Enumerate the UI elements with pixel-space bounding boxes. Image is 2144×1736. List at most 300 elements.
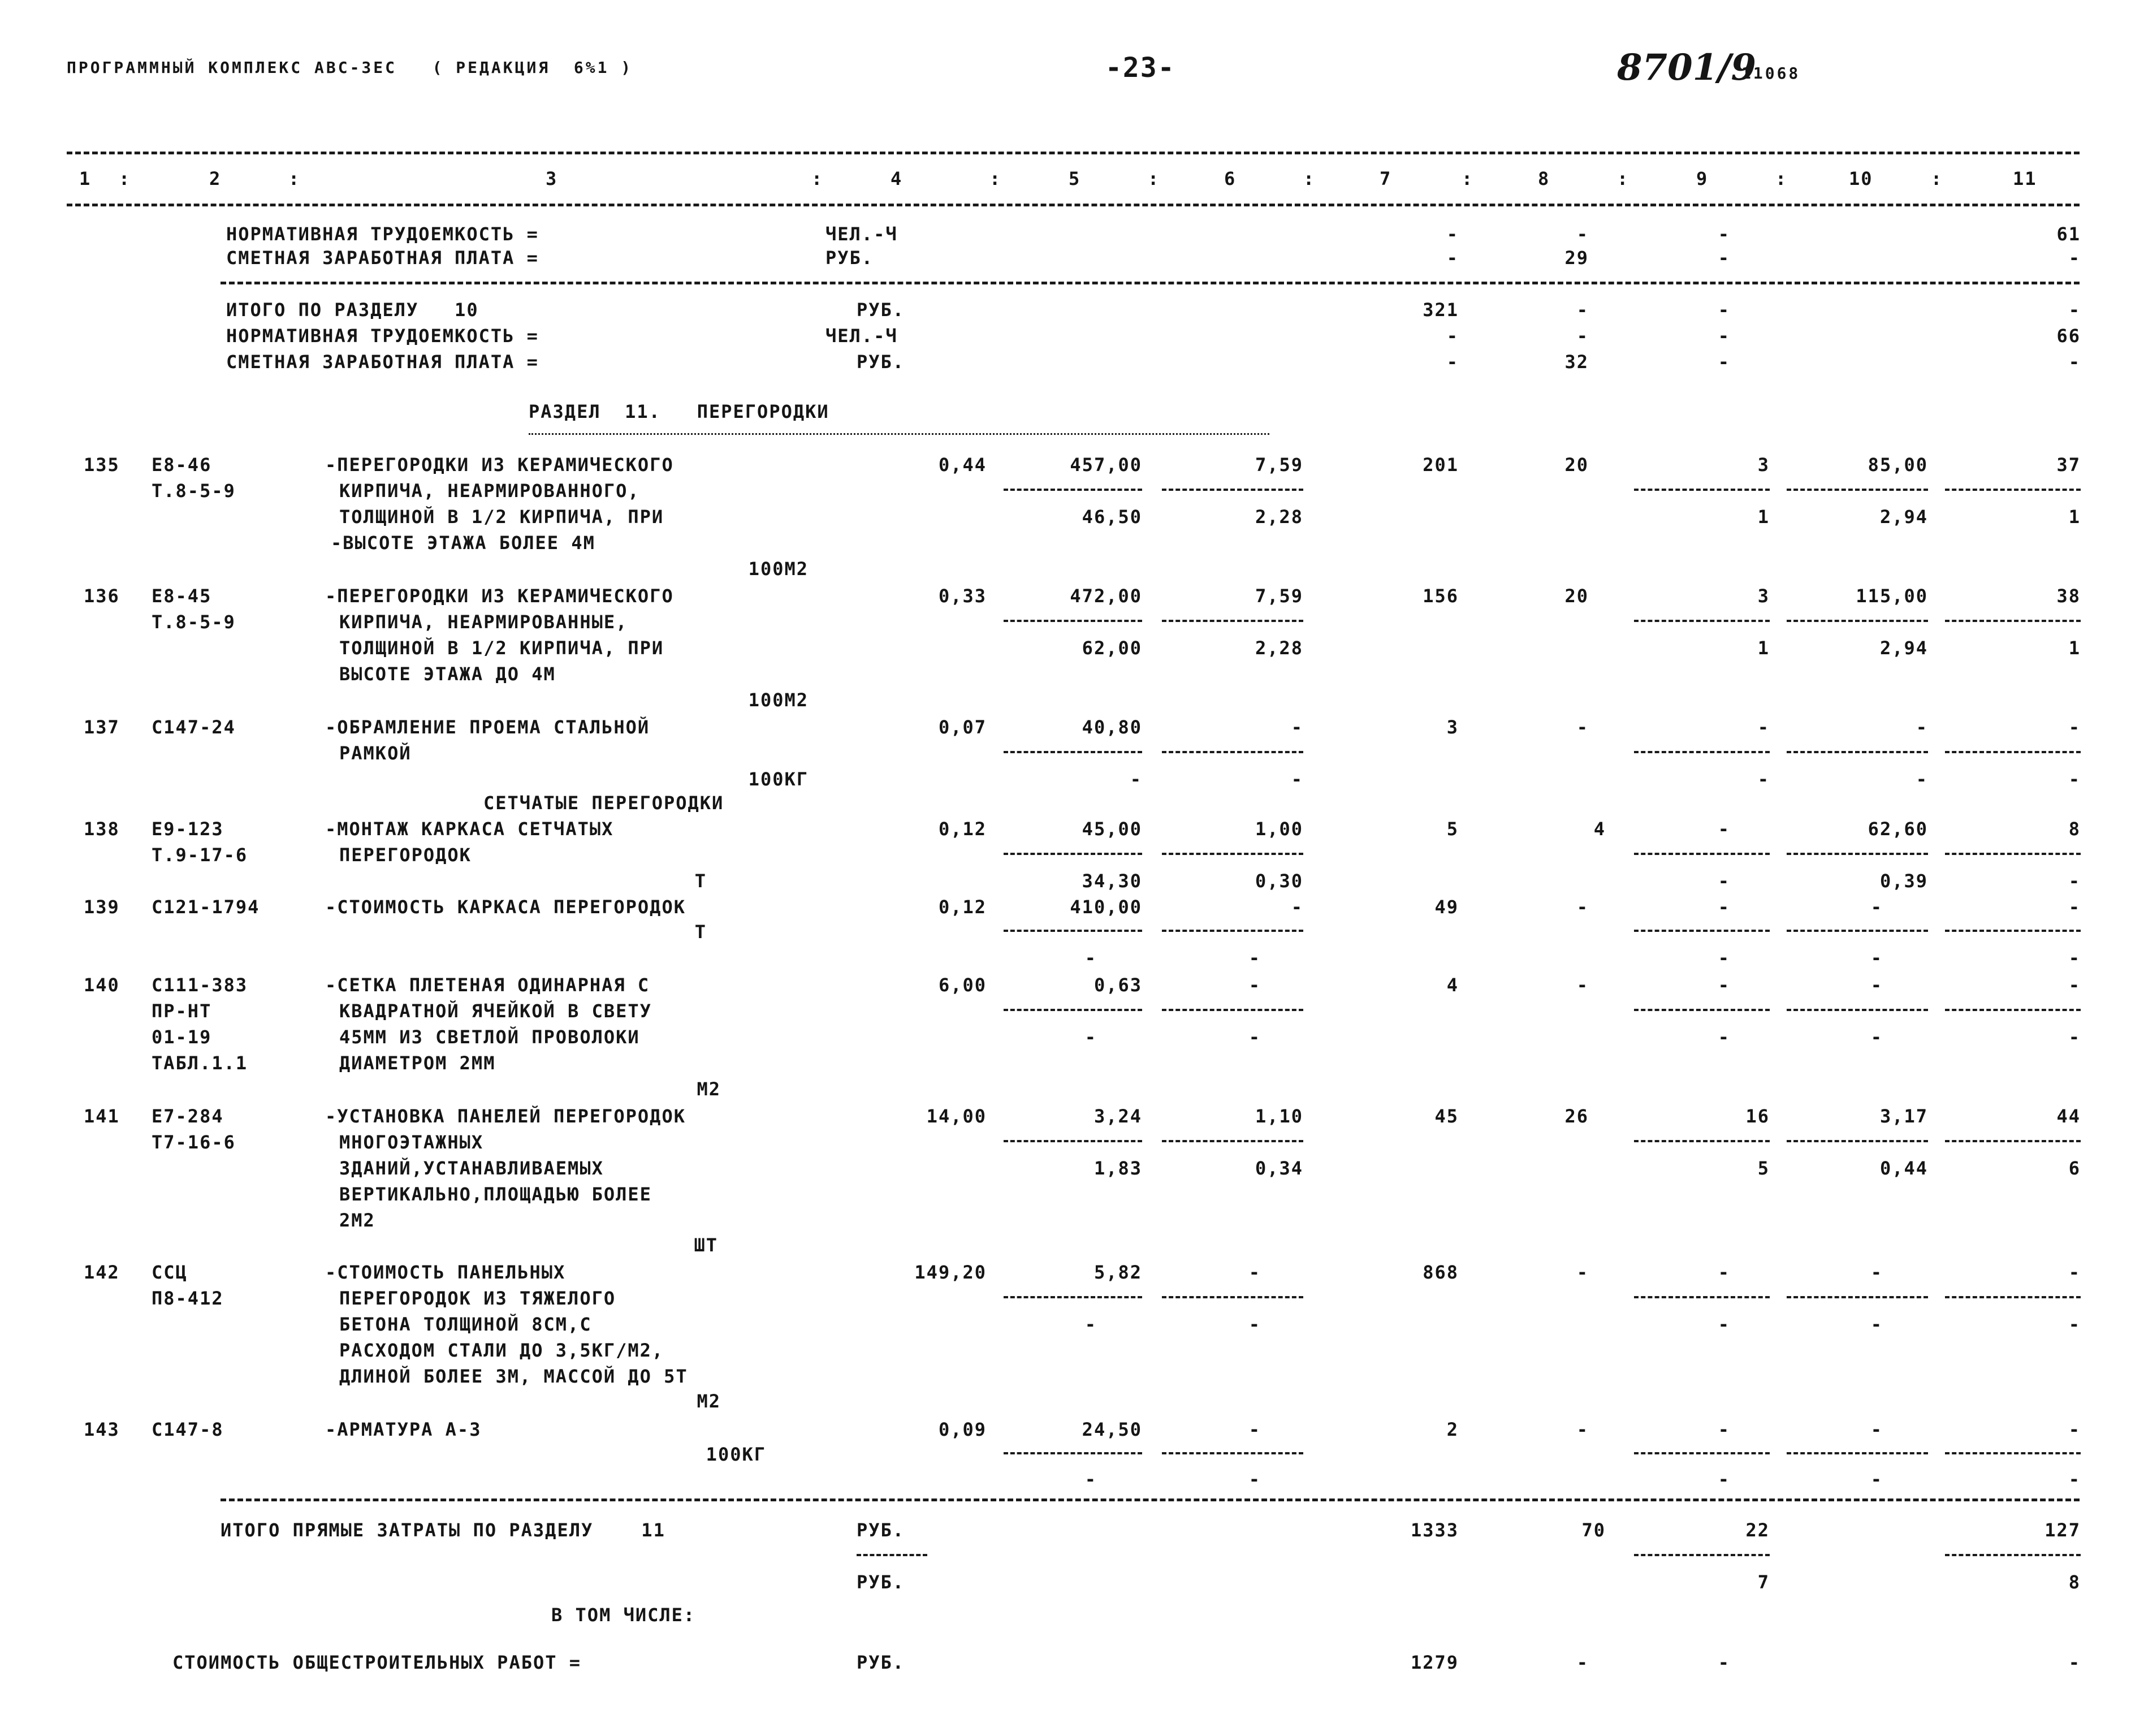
- cell-divider: [1945, 1554, 2081, 1556]
- row-unit: 100М2: [748, 689, 809, 711]
- cell-c6: -: [1291, 768, 1303, 790]
- row-description: ВЫСОТЕ ЭТАЖА ДО 4М: [339, 663, 556, 685]
- cell-c8: 20: [1564, 585, 1589, 607]
- row-description: -ВЫСОТЕ ЭТАЖА БОЛЕЕ 4М: [331, 532, 595, 554]
- cell-divider: [1634, 751, 1770, 753]
- cell-divider: [1162, 751, 1303, 753]
- row-unit: М2: [697, 1078, 721, 1100]
- cell-c9: -: [1718, 299, 1730, 321]
- cell-divider: [1634, 489, 1770, 491]
- row-code: С147-8: [152, 1419, 224, 1440]
- cell-divider: [1787, 853, 1928, 855]
- row-description: -ОБРАМЛЕНИЕ ПРОЕМА СТАЛЬНОЙ: [325, 716, 650, 738]
- cell-c5: 45,00: [1082, 818, 1142, 840]
- program-header: ПРОГРАММНЫЙ КОМПЛЕКС АВС-ЗЕС ( РЕДАКЦИЯ 6%1 ): [67, 58, 633, 77]
- cell-c5: 46,50: [1082, 506, 1142, 528]
- cell-c4: 149,20: [914, 1262, 987, 1283]
- cell-divider: [1945, 930, 2081, 932]
- cell-divider: [1004, 1009, 1142, 1011]
- cell-c9: 5: [1757, 1158, 1770, 1179]
- including-label: В ТОМ ЧИСЛЕ:: [551, 1604, 696, 1626]
- cell-c10: 2,94: [1879, 506, 1928, 528]
- cell-c10: -: [1916, 768, 1928, 790]
- cell-c10: -: [1870, 1469, 1883, 1490]
- cell-c5: 472,00: [1070, 585, 1142, 607]
- cell-c6: -: [1248, 1026, 1261, 1048]
- cell-c11: 66: [2056, 325, 2081, 347]
- cell-c6: 7,59: [1255, 585, 1303, 607]
- prev-labor-label: НОРМАТИВНАЯ ТРУДОЕМКОСТЬ =: [226, 223, 539, 245]
- cell-c4: 0,07: [938, 716, 987, 738]
- cell-c11: -: [2068, 1652, 2081, 1673]
- row-code: ССЦ: [152, 1262, 188, 1283]
- cell-c6: 0,30: [1255, 870, 1303, 892]
- cell-c11: -: [2068, 896, 2081, 918]
- cell-c11: 8: [2068, 818, 2081, 840]
- row-code: Т7-16-6: [152, 1132, 236, 1153]
- row-description: -СТОИМОСТЬ КАРКАСА ПЕРЕГОРОДОК: [325, 896, 686, 918]
- colnum-sep: :: [989, 168, 1002, 189]
- cell-divider: [1162, 1452, 1303, 1454]
- cell-c5: -: [1084, 1026, 1097, 1048]
- row-number: 143: [84, 1419, 120, 1440]
- row-description: ТОЛЩИНОЙ В 1/2 КИРПИЧА, ПРИ: [339, 637, 664, 659]
- cell-divider: [1004, 930, 1142, 932]
- row-description: КИРПИЧА, НЕАРМИРОВАННЫЕ,: [339, 611, 628, 633]
- cell-divider: [1162, 930, 1303, 932]
- cell-divider: [1004, 1140, 1142, 1142]
- cell-c9: -: [1718, 896, 1730, 918]
- row-code: Е8-45: [152, 585, 212, 607]
- cell-c5: 5,82: [1093, 1262, 1142, 1283]
- cell-divider: [1004, 1296, 1142, 1298]
- doc-number: 11068: [1741, 64, 1801, 83]
- cell-c9: -: [1718, 947, 1730, 969]
- cell-c11: 8: [2068, 1571, 2081, 1593]
- cell-c10: -: [1870, 974, 1883, 996]
- cell-c6: -: [1248, 1314, 1261, 1335]
- colnum-sep: :: [1931, 168, 1943, 189]
- colnum-3: 3: [546, 168, 558, 189]
- row-unit: Т: [694, 870, 707, 892]
- cell-c6: -: [1248, 1419, 1261, 1440]
- cell-divider: [1634, 620, 1770, 622]
- cell-c8: 29: [1564, 247, 1589, 269]
- cell-c7: 5: [1446, 818, 1459, 840]
- colnum-sep: :: [811, 168, 824, 189]
- cell-c6: -: [1248, 947, 1261, 969]
- table-top-rule: [67, 152, 2080, 154]
- cell-c5: 34,30: [1082, 870, 1142, 892]
- row-number: 136: [84, 585, 120, 607]
- cell-c11: -: [2068, 870, 2081, 892]
- total10-labor-unit: ЧЕЛ.-Ч: [825, 325, 898, 347]
- cell-c8: 32: [1564, 351, 1589, 373]
- row-description: -СЕТКА ПЛЕТЕНАЯ ОДИНАРНАЯ С: [325, 974, 650, 996]
- cell-c7: 2: [1446, 1419, 1459, 1440]
- cell-divider: [1162, 1296, 1303, 1298]
- cell-c9: 22: [1745, 1519, 1770, 1541]
- total-section11-label: ИТОГО ПРЯМЫЕ ЗАТРАТЫ ПО РАЗДЕЛУ 11: [221, 1519, 665, 1541]
- cell-c6: 7,59: [1255, 454, 1303, 476]
- row-number: 139: [84, 896, 120, 918]
- row-description: 45ММ ИЗ СВЕТЛОЙ ПРОВОЛОКИ: [339, 1026, 640, 1048]
- row-description: КИРПИЧА, НЕАРМИРОВАННОГО,: [339, 480, 640, 502]
- cell-c11: 44: [2056, 1105, 2081, 1127]
- row-description: ВЕРТИКАЛЬНО,ПЛОЩАДЬЮ БОЛЕЕ: [339, 1184, 652, 1205]
- row-description: РАСХОДОМ СТАЛИ ДО 3,5КГ/М2,: [339, 1340, 664, 1361]
- row-code: Е8-46: [152, 454, 212, 476]
- cell-divider: [1787, 751, 1928, 753]
- cell-c9: -: [1718, 1026, 1730, 1048]
- cell-c8: -: [1576, 325, 1589, 347]
- colnum-sep: :: [1462, 168, 1474, 189]
- colnum-sep: :: [1303, 168, 1316, 189]
- cell-c11: 1: [2068, 506, 2081, 528]
- cell-c6: 1,00: [1255, 818, 1303, 840]
- row-description: МНОГОЭТАЖНЫХ: [339, 1132, 484, 1153]
- row-unit: М2: [697, 1390, 721, 1412]
- cell-divider: [1787, 1140, 1928, 1142]
- total-section10-label: ИТОГО ПО РАЗДЕЛУ 10: [226, 299, 479, 321]
- cell-c7: 1279: [1410, 1652, 1459, 1673]
- row-number: 142: [84, 1262, 120, 1283]
- cell-c11: -: [2068, 716, 2081, 738]
- row-code: Е9-123: [152, 818, 224, 840]
- section-title: РАЗДЕЛ 11. ПЕРЕГОРОДКИ: [529, 401, 829, 422]
- cell-c7: -: [1446, 223, 1459, 245]
- cell-c5: 24,50: [1082, 1419, 1142, 1440]
- total-section11-unit: РУБ.: [857, 1519, 905, 1541]
- row-number: 137: [84, 716, 120, 738]
- prev-wage-unit: РУБ.: [825, 247, 874, 269]
- cell-divider: [1787, 1452, 1928, 1454]
- cell-c5: -: [1084, 1314, 1097, 1335]
- cell-c8: -: [1576, 299, 1589, 321]
- row-unit: 100М2: [748, 558, 809, 580]
- cell-c8: 26: [1564, 1105, 1589, 1127]
- cell-c4: 0,44: [938, 454, 987, 476]
- row-code: С111-383: [152, 974, 248, 996]
- cell-divider: [1004, 751, 1142, 753]
- row-code: Т.9-17-6: [152, 844, 248, 866]
- cell-c11: 6: [2068, 1158, 2081, 1179]
- cell-c7: 201: [1423, 454, 1459, 476]
- row-code: Т.8-5-9: [152, 611, 236, 633]
- cell-c6: 2,28: [1255, 506, 1303, 528]
- row-code: ТАБЛ.1.1: [152, 1052, 248, 1074]
- cell-c4: 14,00: [926, 1105, 987, 1127]
- row-unit: 100КГ: [706, 1444, 766, 1465]
- cell-c7: -: [1446, 325, 1459, 347]
- cell-c8: 70: [1581, 1519, 1606, 1541]
- handwritten-doc-number: 8701/9: [1617, 46, 1757, 89]
- colnum-sep: :: [1617, 168, 1629, 189]
- cell-divider: [1162, 620, 1303, 622]
- colnum-8: 8: [1538, 168, 1550, 189]
- cell-c5: 1,83: [1093, 1158, 1142, 1179]
- total10-wage-unit: РУБ.: [857, 351, 905, 373]
- cell-divider: [1162, 1140, 1303, 1142]
- cell-c9: 1: [1757, 637, 1770, 659]
- cell-c9: -: [1718, 1314, 1730, 1335]
- cell-divider: [1634, 930, 1770, 932]
- cell-c9: -: [1718, 1262, 1730, 1283]
- cell-c6: -: [1248, 1262, 1261, 1283]
- cell-c10: 115,00: [1856, 585, 1928, 607]
- colnum-2: 2: [209, 168, 222, 189]
- cell-c4: 6,00: [938, 974, 987, 996]
- cell-c5: 410,00: [1070, 896, 1142, 918]
- cell-c11: -: [2068, 974, 2081, 996]
- cell-c10: 0,39: [1879, 870, 1928, 892]
- row-description: РАМКОЙ: [339, 742, 412, 764]
- row-description: -ПЕРЕГОРОДКИ ИЗ КЕРАМИЧЕСКОГО: [325, 454, 674, 476]
- colnum-11: 11: [2013, 168, 2037, 189]
- row-number: 140: [84, 974, 120, 996]
- cell-c6: -: [1248, 974, 1261, 996]
- cell-c6: 1,10: [1255, 1105, 1303, 1127]
- cell-c5: 457,00: [1070, 454, 1142, 476]
- row-number: 138: [84, 818, 120, 840]
- cell-c11: 1: [2068, 637, 2081, 659]
- cell-divider: [1162, 1009, 1303, 1011]
- colnum-9: 9: [1696, 168, 1709, 189]
- subsection-title: СЕТЧАТЫЕ ПЕРЕГОРОДКИ: [483, 792, 724, 814]
- row-description: ЗДАНИЙ,УСТАНАВЛИВАЕМЫХ: [339, 1158, 604, 1179]
- row-description: -МОНТАЖ КАРКАСА СЕТЧАТЫХ: [325, 818, 614, 840]
- cell-divider: [1162, 853, 1303, 855]
- cell-c7: -: [1446, 351, 1459, 373]
- cell-c5: 0,63: [1093, 974, 1142, 996]
- cell-divider: [1004, 489, 1142, 491]
- cell-c4: 0,09: [938, 1419, 987, 1440]
- total-section11-unit: РУБ.: [857, 1571, 905, 1593]
- prev-rule: [221, 282, 2080, 284]
- cell-divider: [1945, 489, 2081, 491]
- row-code: П8-412: [152, 1288, 224, 1309]
- cell-divider: [1004, 620, 1142, 622]
- row-description: ПЕРЕГОРОДОК ИЗ ТЯЖЕЛОГО: [339, 1288, 616, 1309]
- total10-labor-label: НОРМАТИВНАЯ ТРУДОЕМКОСТЬ =: [226, 325, 539, 347]
- cell-divider: [857, 1554, 927, 1556]
- cell-divider: [1945, 1009, 2081, 1011]
- cell-c10: 0,44: [1879, 1158, 1928, 1179]
- cell-divider: [1162, 489, 1303, 491]
- cell-c10: 2,94: [1879, 637, 1928, 659]
- cell-divider: [1787, 930, 1928, 932]
- cell-c7: 1333: [1410, 1519, 1459, 1541]
- colnum-5: 5: [1069, 168, 1081, 189]
- row-code: С147-24: [152, 716, 236, 738]
- cell-c9: -: [1718, 247, 1730, 269]
- cell-c6: -: [1248, 1469, 1261, 1490]
- cell-c9: -: [1718, 1469, 1730, 1490]
- cell-divider: [1945, 1140, 2081, 1142]
- cell-c8: 4: [1593, 818, 1606, 840]
- cell-divider: [1787, 1009, 1928, 1011]
- cell-divider: [1945, 1296, 2081, 1298]
- colnum-7: 7: [1380, 168, 1392, 189]
- cell-c7: 45: [1434, 1105, 1459, 1127]
- colnum-sep: :: [1775, 168, 1788, 189]
- cell-c8: -: [1576, 1652, 1589, 1673]
- cell-c8: -: [1576, 716, 1589, 738]
- cell-c9: 7: [1757, 1571, 1770, 1593]
- cell-c7: 49: [1434, 896, 1459, 918]
- cell-c11: -: [2068, 1026, 2081, 1048]
- cell-c11: 38: [2056, 585, 2081, 607]
- cell-c7: 4: [1446, 974, 1459, 996]
- cell-c5: -: [1084, 1469, 1097, 1490]
- row-code: 01-19: [152, 1026, 212, 1048]
- cell-c11: 127: [2044, 1519, 2081, 1541]
- cell-c8: -: [1576, 1419, 1589, 1440]
- general-construction-cost-label: СТОИМОСТЬ ОБЩЕСТРОИТЕЛЬНЫХ РАБОТ =: [172, 1652, 582, 1673]
- cell-divider: [1004, 853, 1142, 855]
- cell-c9: 1: [1757, 506, 1770, 528]
- row-description: ТОЛЩИНОЙ В 1/2 КИРПИЧА, ПРИ: [339, 506, 664, 528]
- cell-c11: -: [2068, 351, 2081, 373]
- cell-c7: -: [1446, 247, 1459, 269]
- colnum-10: 10: [1849, 168, 1873, 189]
- cell-divider: [1634, 1554, 1770, 1556]
- cell-c4: 0,12: [938, 818, 987, 840]
- row-description: ДЛИНОЙ БОЛЕЕ 3М, МАССОЙ ДО 5Т: [339, 1366, 688, 1387]
- row-unit: ШТ: [694, 1234, 718, 1256]
- cell-c9: -: [1718, 325, 1730, 347]
- cell-c8: 20: [1564, 454, 1589, 476]
- cell-divider: [1787, 620, 1928, 622]
- row-description: ДИАМЕТРОМ 2ММ: [339, 1052, 496, 1074]
- cell-c5: 40,80: [1082, 716, 1142, 738]
- cell-c10: -: [1870, 947, 1883, 969]
- cell-c8: -: [1576, 974, 1589, 996]
- cell-c11: 37: [2056, 454, 2081, 476]
- cell-c9: -: [1757, 716, 1770, 738]
- cell-c11: -: [2068, 1419, 2081, 1440]
- cell-c11: -: [2068, 947, 2081, 969]
- row-description: -АРМАТУРА А-3: [325, 1419, 482, 1440]
- total10-wage-label: СМЕТНАЯ ЗАРАБОТНАЯ ПЛАТА =: [226, 351, 539, 373]
- cell-c11: -: [2068, 1314, 2081, 1335]
- header-bottom-rule: [67, 204, 2080, 206]
- cell-divider: [1945, 751, 2081, 753]
- cell-c11: -: [2068, 1262, 2081, 1283]
- cell-c6: 2,28: [1255, 637, 1303, 659]
- row-unit: Т: [694, 921, 707, 943]
- colnum-sep: :: [288, 168, 301, 189]
- cell-c8: -: [1576, 896, 1589, 918]
- row-code: Т.8-5-9: [152, 480, 236, 502]
- row-description: ПЕРЕГОРОДОК: [339, 844, 472, 866]
- cell-divider: [1787, 489, 1928, 491]
- cell-c9: 16: [1745, 1105, 1770, 1127]
- cell-c7: 868: [1423, 1262, 1459, 1283]
- row-code: Е7-284: [152, 1105, 224, 1127]
- cell-c8: -: [1576, 223, 1589, 245]
- row-code: ПР-НТ: [152, 1000, 212, 1022]
- cell-c10: -: [1870, 1419, 1883, 1440]
- cell-divider: [1945, 853, 2081, 855]
- prev-wage-label: СМЕТНАЯ ЗАРАБОТНАЯ ПЛАТА =: [226, 247, 539, 269]
- cell-c5: 3,24: [1093, 1105, 1142, 1127]
- cell-c10: -: [1870, 1314, 1883, 1335]
- cell-c5: 62,00: [1082, 637, 1142, 659]
- cell-c10: -: [1870, 1026, 1883, 1048]
- colnum-sep: :: [1148, 168, 1160, 189]
- totals-rule: [221, 1499, 2080, 1501]
- cell-c9: 3: [1757, 454, 1770, 476]
- cell-c7: 156: [1423, 585, 1459, 607]
- cell-c9: -: [1718, 1419, 1730, 1440]
- cell-c4: 0,12: [938, 896, 987, 918]
- colnum-1: 1: [79, 168, 92, 189]
- row-description: 2М2: [339, 1210, 375, 1231]
- row-description: -ПЕРЕГОРОДКИ ИЗ КЕРАМИЧЕСКОГО: [325, 585, 674, 607]
- cell-c9: -: [1718, 1652, 1730, 1673]
- cell-c7: 321: [1423, 299, 1459, 321]
- cell-divider: [1945, 1452, 2081, 1454]
- row-description: БЕТОНА ТОЛЩИНОЙ 8СМ,С: [339, 1314, 592, 1335]
- page-number: -23-: [1105, 52, 1175, 84]
- cell-divider: [1634, 853, 1770, 855]
- cell-c9: -: [1718, 870, 1730, 892]
- prev-labor-unit: ЧЕЛ.-Ч: [825, 223, 898, 245]
- cell-c6: -: [1291, 716, 1303, 738]
- cell-c10: -: [1916, 716, 1928, 738]
- total-section10-unit: РУБ.: [857, 299, 905, 321]
- cell-c11: -: [2068, 1469, 2081, 1490]
- cell-c11: -: [2068, 299, 2081, 321]
- row-number: 141: [84, 1105, 120, 1127]
- cell-divider: [1634, 1140, 1770, 1142]
- colnum-4: 4: [891, 168, 903, 189]
- cell-c10: -: [1870, 1262, 1883, 1283]
- cell-divider: [1634, 1296, 1770, 1298]
- cell-c4: 0,33: [938, 585, 987, 607]
- cell-c7: 3: [1446, 716, 1459, 738]
- cell-c6: 0,34: [1255, 1158, 1303, 1179]
- cell-c9: -: [1718, 351, 1730, 373]
- cell-c11: -: [2068, 768, 2081, 790]
- cell-divider: [1787, 1296, 1928, 1298]
- cell-c5: -: [1084, 947, 1097, 969]
- row-description: -УСТАНОВКА ПАНЕЛЕЙ ПЕРЕГОРОДОК: [325, 1105, 686, 1127]
- cell-c10: 3,17: [1879, 1105, 1928, 1127]
- cell-c10: 85,00: [1868, 454, 1928, 476]
- cell-c8: -: [1576, 1262, 1589, 1283]
- cell-c9: -: [1718, 974, 1730, 996]
- cell-c9: -: [1718, 818, 1730, 840]
- cell-divider: [1945, 620, 2081, 622]
- cell-divider: [1004, 1452, 1142, 1454]
- section-title-underline: [529, 433, 1269, 435]
- row-code: С121-1794: [152, 896, 260, 918]
- colnum-sep: :: [119, 168, 131, 189]
- cell-c11: -: [2068, 247, 2081, 269]
- cell-c10: -: [1870, 896, 1883, 918]
- row-number: 135: [84, 454, 120, 476]
- cell-c6: -: [1291, 896, 1303, 918]
- cell-c9: -: [1757, 768, 1770, 790]
- colnum-6: 6: [1224, 168, 1237, 189]
- row-unit: 100КГ: [748, 768, 809, 790]
- cell-divider: [1634, 1452, 1770, 1454]
- cell-c9: 3: [1757, 585, 1770, 607]
- row-description: -СТОИМОСТЬ ПАНЕЛЬНЫХ: [325, 1262, 566, 1283]
- general-construction-cost-unit: РУБ.: [857, 1652, 905, 1673]
